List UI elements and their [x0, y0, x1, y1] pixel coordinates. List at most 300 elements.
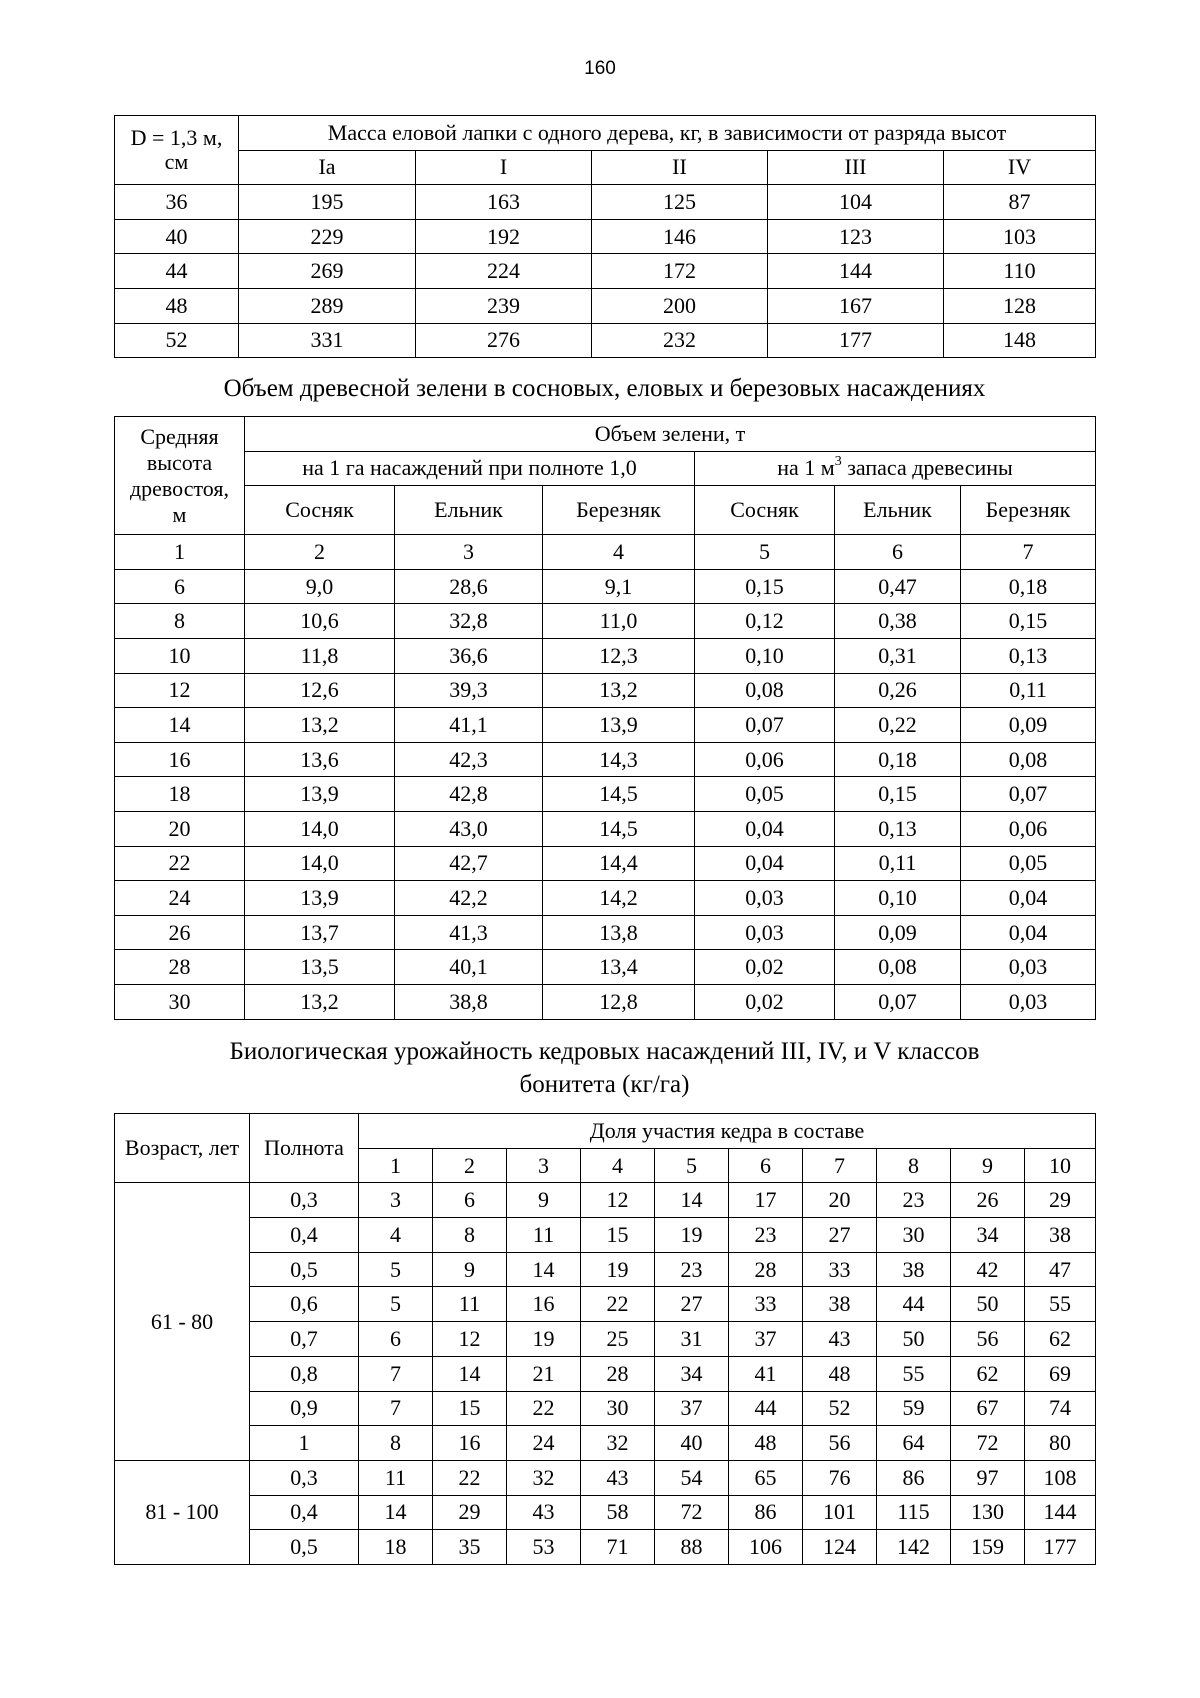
- age-group-cell: 81 - 100: [115, 1460, 250, 1564]
- yield-cell: 7: [359, 1356, 433, 1391]
- mass-cell: 104: [768, 185, 944, 220]
- table-row: [115, 881, 1096, 916]
- yield-cell: 177: [1025, 1530, 1096, 1565]
- table-row: [115, 742, 1096, 777]
- yield-cell: 23: [655, 1252, 729, 1287]
- volume-cell: 9,1: [543, 569, 695, 604]
- column-number: 1: [115, 535, 245, 570]
- column-number: 2: [245, 535, 395, 570]
- yield-cell: 7: [359, 1391, 433, 1426]
- volume-cell: 0,15: [835, 777, 961, 812]
- table-row: [115, 219, 1096, 254]
- per-hectare-header: на 1 га насаждений при полноте 1,0: [245, 451, 695, 486]
- diameter-cell: 36: [115, 185, 239, 220]
- height-cell: 8: [115, 604, 245, 639]
- volume-cell: 0,08: [835, 950, 961, 985]
- mass-cell: 163: [416, 185, 592, 220]
- table-row: [115, 288, 1096, 323]
- share-header: 1: [359, 1148, 433, 1183]
- yield-cell: 21: [507, 1356, 581, 1391]
- yield-cell: 22: [581, 1287, 655, 1322]
- yield-cell: 101: [803, 1495, 877, 1530]
- volume-cell: 0,08: [695, 673, 835, 708]
- volume-cell: 13,5: [245, 950, 395, 985]
- yield-cell: 76: [803, 1460, 877, 1495]
- yield-cell: 14: [433, 1356, 507, 1391]
- volume-cell: 14,5: [543, 811, 695, 846]
- table-row: [115, 1460, 1096, 1495]
- table-row: [115, 950, 1096, 985]
- density-cell: 0,9: [250, 1391, 359, 1426]
- density-cell: 0,5: [250, 1252, 359, 1287]
- yield-cell: 106: [729, 1530, 803, 1565]
- height-class-header: IV: [944, 150, 1096, 185]
- yield-cell: 33: [729, 1287, 803, 1322]
- page-number: 160: [584, 58, 616, 79]
- height-header: [115, 417, 245, 535]
- volume-cell: 0,06: [695, 742, 835, 777]
- table2-caption: Объем древесной зелени в сосновых, еловых и березовых насаждениях: [223, 375, 986, 402]
- yield-cell: 62: [951, 1356, 1025, 1391]
- volume-cell: 13,2: [543, 673, 695, 708]
- volume-cell: 42,8: [395, 777, 543, 812]
- yield-cell: 19: [507, 1322, 581, 1357]
- yield-cell: 32: [507, 1460, 581, 1495]
- yield-cell: 52: [803, 1391, 877, 1426]
- share-header: 2: [433, 1148, 507, 1183]
- yield-cell: 30: [877, 1218, 951, 1253]
- yield-cell: 40: [655, 1426, 729, 1461]
- yield-cell: 58: [581, 1495, 655, 1530]
- yield-cell: 9: [433, 1252, 507, 1287]
- volume-cell: 0,04: [961, 915, 1096, 950]
- column-number: 4: [543, 535, 695, 570]
- volume-cell: 14,2: [543, 881, 695, 916]
- table-row: [115, 638, 1096, 673]
- per-cubic-meter-header: [695, 451, 1096, 486]
- table-row: [115, 323, 1096, 358]
- diameter-cell: 40: [115, 219, 239, 254]
- yield-cell: 44: [729, 1391, 803, 1426]
- height-class-header: III: [768, 150, 944, 185]
- volume-cell: 0,03: [961, 984, 1096, 1019]
- yield-cell: 11: [507, 1218, 581, 1253]
- volume-cell: 38,8: [395, 984, 543, 1019]
- density-header: Полнота: [250, 1114, 359, 1183]
- yield-cell: 86: [877, 1460, 951, 1495]
- yield-cell: 55: [877, 1356, 951, 1391]
- yield-cell: 5: [359, 1252, 433, 1287]
- yield-cell: 50: [877, 1322, 951, 1357]
- yield-cell: 43: [803, 1322, 877, 1357]
- table-row: [115, 673, 1096, 708]
- table-row: [115, 1530, 1096, 1565]
- volume-cell: 13,9: [245, 777, 395, 812]
- volume-cell: 11,0: [543, 604, 695, 639]
- volume-cell: 0,04: [695, 846, 835, 881]
- yield-cell: 34: [655, 1356, 729, 1391]
- volume-cell: 0,03: [695, 881, 835, 916]
- volume-cell: 36,6: [395, 638, 543, 673]
- volume-cell: 42,7: [395, 846, 543, 881]
- yield-cell: 15: [433, 1391, 507, 1426]
- table-row: [115, 1495, 1096, 1530]
- volume-cell: 0,47: [835, 569, 961, 604]
- cedar-yield-table: [114, 1113, 1096, 1565]
- volume-cell: 39,3: [395, 673, 543, 708]
- volume-cell: 0,02: [695, 984, 835, 1019]
- volume-cell: 0,10: [835, 881, 961, 916]
- volume-cell: 0,08: [961, 742, 1096, 777]
- volume-cell: 0,22: [835, 708, 961, 743]
- yield-cell: 16: [507, 1287, 581, 1322]
- volume-cell: 0,04: [695, 811, 835, 846]
- diameter-cell: 44: [115, 254, 239, 289]
- volume-cell: 0,05: [695, 777, 835, 812]
- volume-cell: 10,6: [245, 604, 395, 639]
- mass-cell: 125: [592, 185, 768, 220]
- density-cell: 0,8: [250, 1356, 359, 1391]
- mass-cell: 192: [416, 219, 592, 254]
- yield-cell: 14: [507, 1252, 581, 1287]
- yield-cell: 142: [877, 1530, 951, 1565]
- share-header: 10: [1025, 1148, 1096, 1183]
- mass-cell: 331: [239, 323, 416, 358]
- yield-cell: 159: [951, 1530, 1025, 1565]
- density-cell: 0,5: [250, 1530, 359, 1565]
- volume-cell: 0,07: [695, 708, 835, 743]
- species-header: Березняк: [543, 486, 695, 535]
- share-header: 9: [951, 1148, 1025, 1183]
- yield-cell: 65: [729, 1460, 803, 1495]
- height-header-line2: высота: [146, 449, 213, 475]
- yield-cell: 6: [433, 1183, 507, 1218]
- volume-cell: 14,0: [245, 811, 395, 846]
- height-cell: 22: [115, 846, 245, 881]
- volume-cell: 9,0: [245, 569, 395, 604]
- density-cell: 0,4: [250, 1218, 359, 1253]
- yield-cell: 44: [877, 1287, 951, 1322]
- volume-cell: 11,8: [245, 638, 395, 673]
- yield-cell: 8: [359, 1426, 433, 1461]
- mass-cell: 195: [239, 185, 416, 220]
- table-row: [115, 708, 1096, 743]
- yield-cell: 11: [433, 1287, 507, 1322]
- yield-cell: 37: [729, 1322, 803, 1357]
- height-cell: 14: [115, 708, 245, 743]
- yield-cell: 31: [655, 1322, 729, 1357]
- height-header-line4: м: [172, 501, 187, 527]
- table3-caption-line2: бонитета (кг/га): [519, 1071, 690, 1098]
- volume-cell: 13,9: [245, 881, 395, 916]
- species-header: Ельник: [395, 486, 543, 535]
- yield-cell: 9: [507, 1183, 581, 1218]
- yield-cell: 17: [729, 1183, 803, 1218]
- table-row: [115, 1183, 1096, 1218]
- diameter-header: [115, 116, 239, 185]
- yield-cell: 27: [655, 1287, 729, 1322]
- volume-cell: 0,15: [961, 604, 1096, 639]
- yield-cell: 5: [359, 1287, 433, 1322]
- density-cell: 0,4: [250, 1495, 359, 1530]
- volume-cell: 14,3: [543, 742, 695, 777]
- volume-cell: 12,6: [245, 673, 395, 708]
- volume-cell: 13,2: [245, 984, 395, 1019]
- volume-cell: 0,09: [961, 708, 1096, 743]
- volume-cell: 0,11: [961, 673, 1096, 708]
- yield-cell: 29: [433, 1495, 507, 1530]
- species-header: Сосняк: [695, 486, 835, 535]
- mass-cell: 148: [944, 323, 1096, 358]
- yield-cell: 56: [803, 1426, 877, 1461]
- table-row: [115, 254, 1096, 289]
- volume-cell: 40,1: [395, 950, 543, 985]
- yield-cell: 53: [507, 1530, 581, 1565]
- volume-cell: 0,04: [961, 881, 1096, 916]
- volume-group-header: Объем зелени, т: [245, 417, 1096, 452]
- volume-cell: 0,38: [835, 604, 961, 639]
- diameter-cell: 48: [115, 288, 239, 323]
- yield-cell: 64: [877, 1426, 951, 1461]
- yield-cell: 80: [1025, 1426, 1096, 1461]
- volume-cell: 0,07: [961, 777, 1096, 812]
- volume-cell: 13,4: [543, 950, 695, 985]
- mass-group-header: Масса еловой лапки с одного дерева, кг, в зависимости от разряда высот: [239, 116, 1096, 151]
- yield-cell: 19: [581, 1252, 655, 1287]
- density-cell: 0,6: [250, 1287, 359, 1322]
- volume-cell: 0,03: [695, 915, 835, 950]
- share-header: 4: [581, 1148, 655, 1183]
- yield-cell: 144: [1025, 1495, 1096, 1530]
- mass-cell: 123: [768, 219, 944, 254]
- table-row: [115, 1426, 1096, 1461]
- mass-cell: 177: [768, 323, 944, 358]
- table-row: [115, 1218, 1096, 1253]
- yield-cell: 26: [951, 1183, 1025, 1218]
- volume-cell: 42,3: [395, 742, 543, 777]
- yield-cell: 23: [877, 1183, 951, 1218]
- height-class-header: I: [416, 150, 592, 185]
- yield-cell: 22: [507, 1391, 581, 1426]
- spruce-branch-mass-table: [114, 115, 1096, 358]
- yield-cell: 19: [655, 1218, 729, 1253]
- yield-cell: 72: [951, 1426, 1025, 1461]
- volume-cell: 41,1: [395, 708, 543, 743]
- yield-cell: 12: [581, 1183, 655, 1218]
- mass-cell: 144: [768, 254, 944, 289]
- yield-cell: 3: [359, 1183, 433, 1218]
- cubic-superscript: 3: [834, 454, 842, 470]
- volume-cell: 41,3: [395, 915, 543, 950]
- column-number: 3: [395, 535, 543, 570]
- height-cell: 6: [115, 569, 245, 604]
- yield-cell: 115: [877, 1495, 951, 1530]
- volume-cell: 0,07: [835, 984, 961, 1019]
- volume-cell: 13,7: [245, 915, 395, 950]
- green-volume-table: [114, 416, 1096, 1020]
- table-row: [115, 1322, 1096, 1357]
- volume-cell: 0,26: [835, 673, 961, 708]
- yield-cell: 20: [803, 1183, 877, 1218]
- height-cell: 10: [115, 638, 245, 673]
- yield-cell: 48: [803, 1356, 877, 1391]
- mass-cell: 172: [592, 254, 768, 289]
- height-cell: 28: [115, 950, 245, 985]
- yield-cell: 14: [655, 1183, 729, 1218]
- yield-cell: 43: [581, 1460, 655, 1495]
- share-header: 6: [729, 1148, 803, 1183]
- table-row: [115, 1287, 1096, 1322]
- mass-cell: 103: [944, 219, 1096, 254]
- yield-cell: 11: [359, 1460, 433, 1495]
- diameter-cell: 52: [115, 323, 239, 358]
- table-row: [115, 569, 1096, 604]
- mass-cell: 229: [239, 219, 416, 254]
- mass-cell: 232: [592, 323, 768, 358]
- yield-cell: 48: [729, 1426, 803, 1461]
- yield-cell: 33: [803, 1252, 877, 1287]
- yield-cell: 25: [581, 1322, 655, 1357]
- yield-cell: 41: [729, 1356, 803, 1391]
- volume-cell: 14,0: [245, 846, 395, 881]
- volume-cell: 43,0: [395, 811, 543, 846]
- share-header: 7: [803, 1148, 877, 1183]
- volume-cell: 13,2: [245, 708, 395, 743]
- yield-cell: 59: [877, 1391, 951, 1426]
- yield-cell: 67: [951, 1391, 1025, 1426]
- yield-cell: 38: [803, 1287, 877, 1322]
- height-cell: 18: [115, 777, 245, 812]
- yield-cell: 43: [507, 1495, 581, 1530]
- volume-cell: 0,05: [961, 846, 1096, 881]
- table-row: [115, 777, 1096, 812]
- volume-cell: 0,10: [695, 638, 835, 673]
- density-cell: 1: [250, 1426, 359, 1461]
- density-cell: 0,3: [250, 1460, 359, 1495]
- yield-cell: 42: [951, 1252, 1025, 1287]
- diameter-header-line1: D = 1,3 м,: [130, 125, 223, 151]
- height-cell: 12: [115, 673, 245, 708]
- yield-cell: 55: [1025, 1287, 1096, 1322]
- species-header: Ельник: [835, 486, 961, 535]
- share-header: 8: [877, 1148, 951, 1183]
- yield-cell: 97: [951, 1460, 1025, 1495]
- yield-cell: 30: [581, 1391, 655, 1426]
- mass-cell: 87: [944, 185, 1096, 220]
- yield-cell: 28: [729, 1252, 803, 1287]
- yield-cell: 34: [951, 1218, 1025, 1253]
- volume-cell: 14,4: [543, 846, 695, 881]
- volume-cell: 12,3: [543, 638, 695, 673]
- species-header: Сосняк: [245, 486, 395, 535]
- yield-cell: 29: [1025, 1183, 1096, 1218]
- yield-cell: 130: [951, 1495, 1025, 1530]
- height-cell: 24: [115, 881, 245, 916]
- yield-cell: 14: [359, 1495, 433, 1530]
- mass-cell: 276: [416, 323, 592, 358]
- yield-cell: 6: [359, 1322, 433, 1357]
- yield-cell: 12: [433, 1322, 507, 1357]
- table3-caption: [114, 1035, 1095, 1101]
- volume-cell: 0,02: [695, 950, 835, 985]
- volume-cell: 13,8: [543, 915, 695, 950]
- table-row: [115, 811, 1096, 846]
- yield-cell: 47: [1025, 1252, 1096, 1287]
- volume-cell: 14,5: [543, 777, 695, 812]
- mass-cell: 167: [768, 288, 944, 323]
- table-row: [115, 915, 1096, 950]
- yield-cell: 27: [803, 1218, 877, 1253]
- height-class-header: Ia: [239, 150, 416, 185]
- yield-cell: 35: [433, 1530, 507, 1565]
- volume-cell: 12,8: [543, 984, 695, 1019]
- yield-cell: 22: [433, 1460, 507, 1495]
- mass-cell: 269: [239, 254, 416, 289]
- yield-cell: 16: [433, 1426, 507, 1461]
- yield-cell: 108: [1025, 1460, 1096, 1495]
- yield-cell: 38: [877, 1252, 951, 1287]
- height-header-line1: Средняя: [140, 423, 219, 449]
- height-cell: 30: [115, 984, 245, 1019]
- table-row: [115, 604, 1096, 639]
- yield-cell: 71: [581, 1530, 655, 1565]
- mass-cell: 289: [239, 288, 416, 323]
- diameter-header-line2: см: [164, 149, 189, 175]
- height-cell: 20: [115, 811, 245, 846]
- table-row: [115, 1391, 1096, 1426]
- yield-cell: 56: [951, 1322, 1025, 1357]
- mass-cell: 110: [944, 254, 1096, 289]
- volume-cell: 0,09: [835, 915, 961, 950]
- table-row: [115, 846, 1096, 881]
- density-cell: 0,7: [250, 1322, 359, 1357]
- share-header: 3: [507, 1148, 581, 1183]
- column-number: 6: [835, 535, 961, 570]
- table3-caption-line1: Биологическая урожайность кедровых насаждений III, IV, и V классов: [229, 1038, 980, 1065]
- per-cubic-meter-text: на 1 м: [777, 455, 835, 481]
- age-group-cell: 61 - 80: [115, 1183, 250, 1461]
- height-cell: 26: [115, 915, 245, 950]
- yield-cell: 124: [803, 1530, 877, 1565]
- volume-cell: 0,15: [695, 569, 835, 604]
- volume-cell: 0,12: [695, 604, 835, 639]
- volume-cell: 0,13: [961, 638, 1096, 673]
- table-row: [115, 1356, 1096, 1391]
- volume-cell: 0,06: [961, 811, 1096, 846]
- yield-cell: 88: [655, 1530, 729, 1565]
- density-cell: 0,3: [250, 1183, 359, 1218]
- yield-cell: 54: [655, 1460, 729, 1495]
- age-header: Возраст, лет: [115, 1114, 250, 1183]
- yield-cell: 69: [1025, 1356, 1096, 1391]
- yield-cell: 72: [655, 1495, 729, 1530]
- column-number: 7: [961, 535, 1096, 570]
- volume-cell: 28,6: [395, 569, 543, 604]
- height-header-line3: древостоя,: [129, 475, 230, 501]
- table-row: [115, 185, 1096, 220]
- yield-cell: 23: [729, 1218, 803, 1253]
- yield-cell: 86: [729, 1495, 803, 1530]
- yield-cell: 37: [655, 1391, 729, 1426]
- yield-cell: 4: [359, 1218, 433, 1253]
- table-row: [115, 984, 1096, 1019]
- mass-cell: 200: [592, 288, 768, 323]
- mass-cell: 224: [416, 254, 592, 289]
- yield-cell: 18: [359, 1530, 433, 1565]
- yield-cell: 62: [1025, 1322, 1096, 1357]
- yield-cell: 15: [581, 1218, 655, 1253]
- share-group-header: Доля участия кедра в составе: [359, 1114, 1096, 1149]
